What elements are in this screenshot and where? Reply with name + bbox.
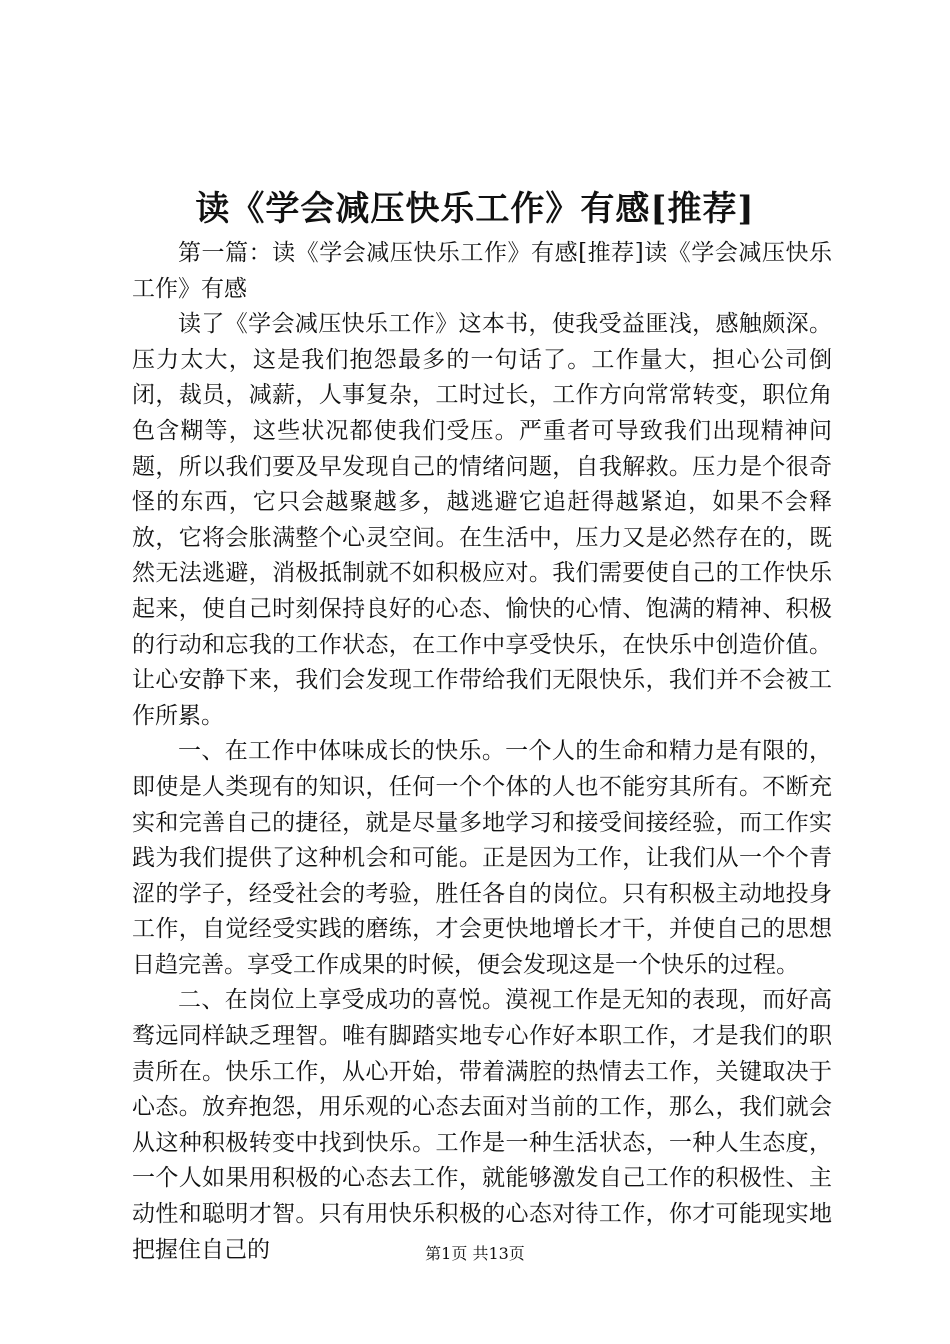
paragraph-section-one: 一、在工作中体味成长的快乐。一个人的生命和精力是有限的，即使是人类现有的知识，任何一个个体的人也不能穷其所有。不断充实和完善自己的捷径，就是尽量多地学习和接受间接经验，而工作实践为我们提供了这种机会和可能。正是因为工作，让我们从一个个青涩的学子，经受社会的考验，胜任各自的岗位。只有积极主动地投身工作，自觉经受实践的磨练，才会更快地增长才干，并使自己的思想日趋完善。享受工作成果的时候，便会发现这是一个快乐的过程。 xyxy=(132,738,832,978)
page-footer: 第1页 共13页 xyxy=(425,1244,525,1263)
paragraph-heading: 第一篇：读《学会减压快乐工作》有感[推荐]读《学会减压快乐工作》有感 xyxy=(132,240,832,302)
document-title: 读《学会减压快乐工作》有感[推荐] xyxy=(195,189,755,229)
paragraph-intro: 读了《学会减压快乐工作》这本书，使我受益匪浅，感触颇深。压力太大，这是我们抱怨最多的一句话了。工作量大，担心公司倒闭，裁员，减薪，人事复杂，工时过长，工作方向常常转变，职位角色含糊等，这些状况都使我们受压。严重者可导致我们出现精神问题，所以我们要及早发现自己的情绪问题，自我解救。压力是个很奇怪的东西，它只会越聚越多，越逃避它追赶得越紧迫，如果不会释放，它将会胀满整个心灵空间。在生活中，压力又是必然存在的，既然无法逃避，消极抵制就不如积极应对。我们需要使自己的工作快乐起来，使自己时刻保持良好的心态、愉快的心情、饱满的精神、积极的行动和忘我的工作状态，在工作中享受快乐，在快乐中创造价值。让心安静下来，我们会发现工作带给我们无限快乐，我们并不会被工作所累。 xyxy=(132,311,832,729)
document-body xyxy=(132,236,832,1268)
paragraph-section-two: 二、在岗位上享受成功的喜悦。漠视工作是无知的表现，而好高骛远同样缺乏理智。唯有脚踏实地专心作好本职工作，才是我们的职责所在。快乐工作，从心开始，带着满腔的热情去工作，关键取决于心态。放弃抱怨，用乐观的心态去面对当前的工作，那么，我们就会从这种积极转变中找到快乐。工作是一种生活状态，一种人生态度，一个人如果用积极的心态去工作，就能够激发自己工作的积极性、主动性和聪明才智。只有用快乐积极的心态对待工作，你才可能现实地把握住自己的 xyxy=(132,987,832,1263)
